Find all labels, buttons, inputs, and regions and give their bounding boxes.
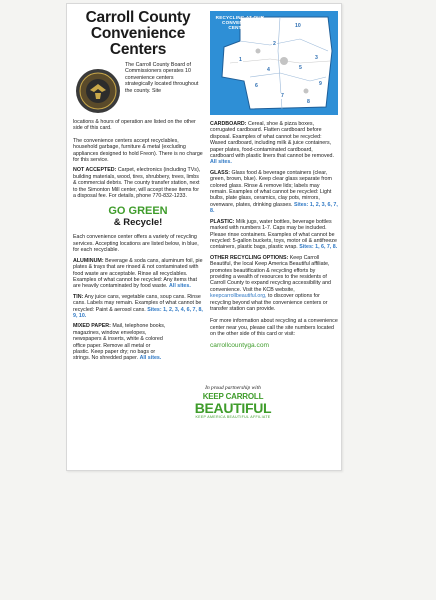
intro-section [73, 62, 203, 132]
recycling-card [66, 3, 342, 471]
aluminum-text: Beverage & soda cans, aluminum foil, pie plates & trays that are rinsed & not contaminated with food waste are acceptable. Rinse all recyclables. Examples of what cannot be recycled: Any items that are heavily contaminated by food waste. [73, 257, 203, 290]
partner-line: In proud partnership with [205, 385, 261, 391]
kcb-website-link[interactable]: keepcarrollbeautiful.org, [210, 293, 267, 300]
cardboard-paragraph [210, 121, 338, 166]
aluminum-label: ALUMINUM: [73, 257, 104, 264]
aluminum-paragraph [73, 258, 203, 290]
map-site-10: 10 [295, 23, 301, 29]
other-options-paragraph [210, 255, 338, 313]
other-options-text-b: to discover options for recycling beyond what the convenience centers or transfer station can provide. [210, 293, 328, 312]
tin-label: TIN: [73, 293, 84, 300]
not-accepted-paragraph [73, 167, 203, 199]
map-label: RECYCLING AT OUR CONVENIENCE CENTERS [215, 15, 265, 31]
go-green-text: GO GREEN [108, 205, 168, 218]
kcb-logo [167, 393, 299, 419]
mixed-paper-text: Mail, telephone books, magazines, window envelopes, newspapers & inserts, white & colored office paper. Remove all metal or plastic. Keep paper dry; no bags or strings. No shredded paper. [73, 323, 166, 362]
glass-paragraph [210, 170, 338, 215]
cardboard-sites: All sites. [210, 159, 232, 166]
intro-tail: locations & hours of operation are listed on the other side of this card. [73, 119, 196, 132]
map-site-3: 3 [315, 55, 318, 61]
go-green-heading [73, 205, 203, 228]
map-site-1: 1 [239, 57, 242, 63]
mixed-paper-label: MIXED PAPER: [73, 323, 111, 330]
cardboard-label: CARDBOARD: [210, 121, 247, 127]
glass-label: GLASS: [210, 169, 231, 176]
right-column [210, 4, 338, 349]
map-site-4: 4 [267, 67, 270, 73]
other-options-label: OTHER RECYCLING OPTIONS: [210, 254, 289, 261]
aluminum-sites: All sites. [169, 283, 191, 290]
tin-sites: Sites: 1, 2, 3, 4, 6, 7, 8, 9, 10. [73, 306, 203, 319]
left-column [73, 4, 203, 366]
tin-text: Any juice cans, vegetable cans, soup cans. Rinse cans. Labels may remain. Examples of what cannot be recycled: Paint & aerosol cans. [73, 293, 202, 313]
map-site-6: 6 [255, 83, 258, 89]
partnership-block [167, 385, 299, 419]
county-website-link[interactable]: carrollcountyga.com [210, 341, 270, 349]
glass-sites: Sites: 1, 2, 3, 6, 7, 8. [210, 201, 338, 215]
kcb-logo-main: BEAUTIFUL [194, 400, 272, 416]
county-seal-icon [75, 68, 121, 114]
map-site-5: 5 [299, 65, 302, 71]
page-title: Carroll County Convenience Centers [85, 9, 191, 58]
other-options-text-a: Keep Carroll Beautiful, the local Keep America Beautiful affiliate, promotes beautification & recycling efforts by providing a wealth of resources to the residents of Carroll County to expand recycling accessibility and convenience. Visit the KCB website, [210, 254, 332, 293]
kcb-logo-sub: KEEP AMERICA BEAUTIFUL AFFILIATE [195, 415, 271, 419]
each-center-text: Each convenience center offers a variety of recycling services. Accepting locations are listed below, in blue, for each recyclable. [73, 234, 199, 254]
map-site-8: 8 [307, 99, 310, 105]
cardboard-text: Cereal, shoe & pizza boxes, corrugated cardboard. Flatten cardboard before disposal. Examples of what cannot be recycled: Waxed cardboard, including milk & juice containers, paper plates, food-contaminated cardboard, cardboard with plastic liners that cannot be removed. [210, 121, 334, 160]
plastic-sites: Sites: 1, 6, 7, 8. [299, 244, 338, 251]
mixed-paper-sites: All sites. [139, 355, 162, 362]
map-site-7: 7 [281, 93, 284, 99]
and-recycle-text: & Recycle! [113, 217, 163, 229]
plastic-label: PLASTIC: [210, 218, 235, 225]
glass-text: Glass food & beverage containers (clear, green, brown, blue). Keep clear glass separate from colored glass. Rinse & remove lids; labels may remain. Examples of what cannot be recycled: Light bulbs, plate glass, ceramics, clay pots, mirrors, ovenware, plates, drinking glasses. [210, 169, 332, 208]
county-map [210, 11, 338, 115]
mixed-paper-paragraph [73, 323, 167, 361]
plastic-text: Milk jugs, water bottles, beverage bottles marked with numbers 1-7. Caps may be included. Please rinse containers. Examples of what cannot be recycled: 5-gallon buckets, toys, motor oil & antifreeze containers, plastic bags, plastic wrap. [210, 218, 337, 251]
map-site-2: 2 [273, 41, 276, 47]
not-accepted-text: Carpet, electronics (including TVs), building materials, wood, tires, shrubbery, trees, limbs & commercial debris. The county transfer station, next to the Simonton Mill center, will accept these items for a disposal fee. For details, phone 770-832-1233. [73, 167, 201, 200]
more-info-text: For more information about recycling at a convenience center near you, please call the site numbers located on the other side of this card or visit: [210, 318, 338, 338]
not-accepted-label: NOT ACCEPTED: [73, 167, 117, 174]
map-site-9: 9 [319, 81, 322, 87]
accepted-text: The convenience centers accept recyclables, household garbage, furniture & metal (excluding appliances designed to hold Freon). There is no charge for this service. [73, 137, 203, 164]
tin-paragraph [73, 294, 203, 320]
intro-text: The Carroll County Board of Commissioners operates 10 convenience centers strategically located throughout the county. Site [125, 62, 199, 94]
kcb-logo-top: KEEP CARROLL [202, 392, 264, 401]
plastic-paragraph [210, 219, 338, 251]
